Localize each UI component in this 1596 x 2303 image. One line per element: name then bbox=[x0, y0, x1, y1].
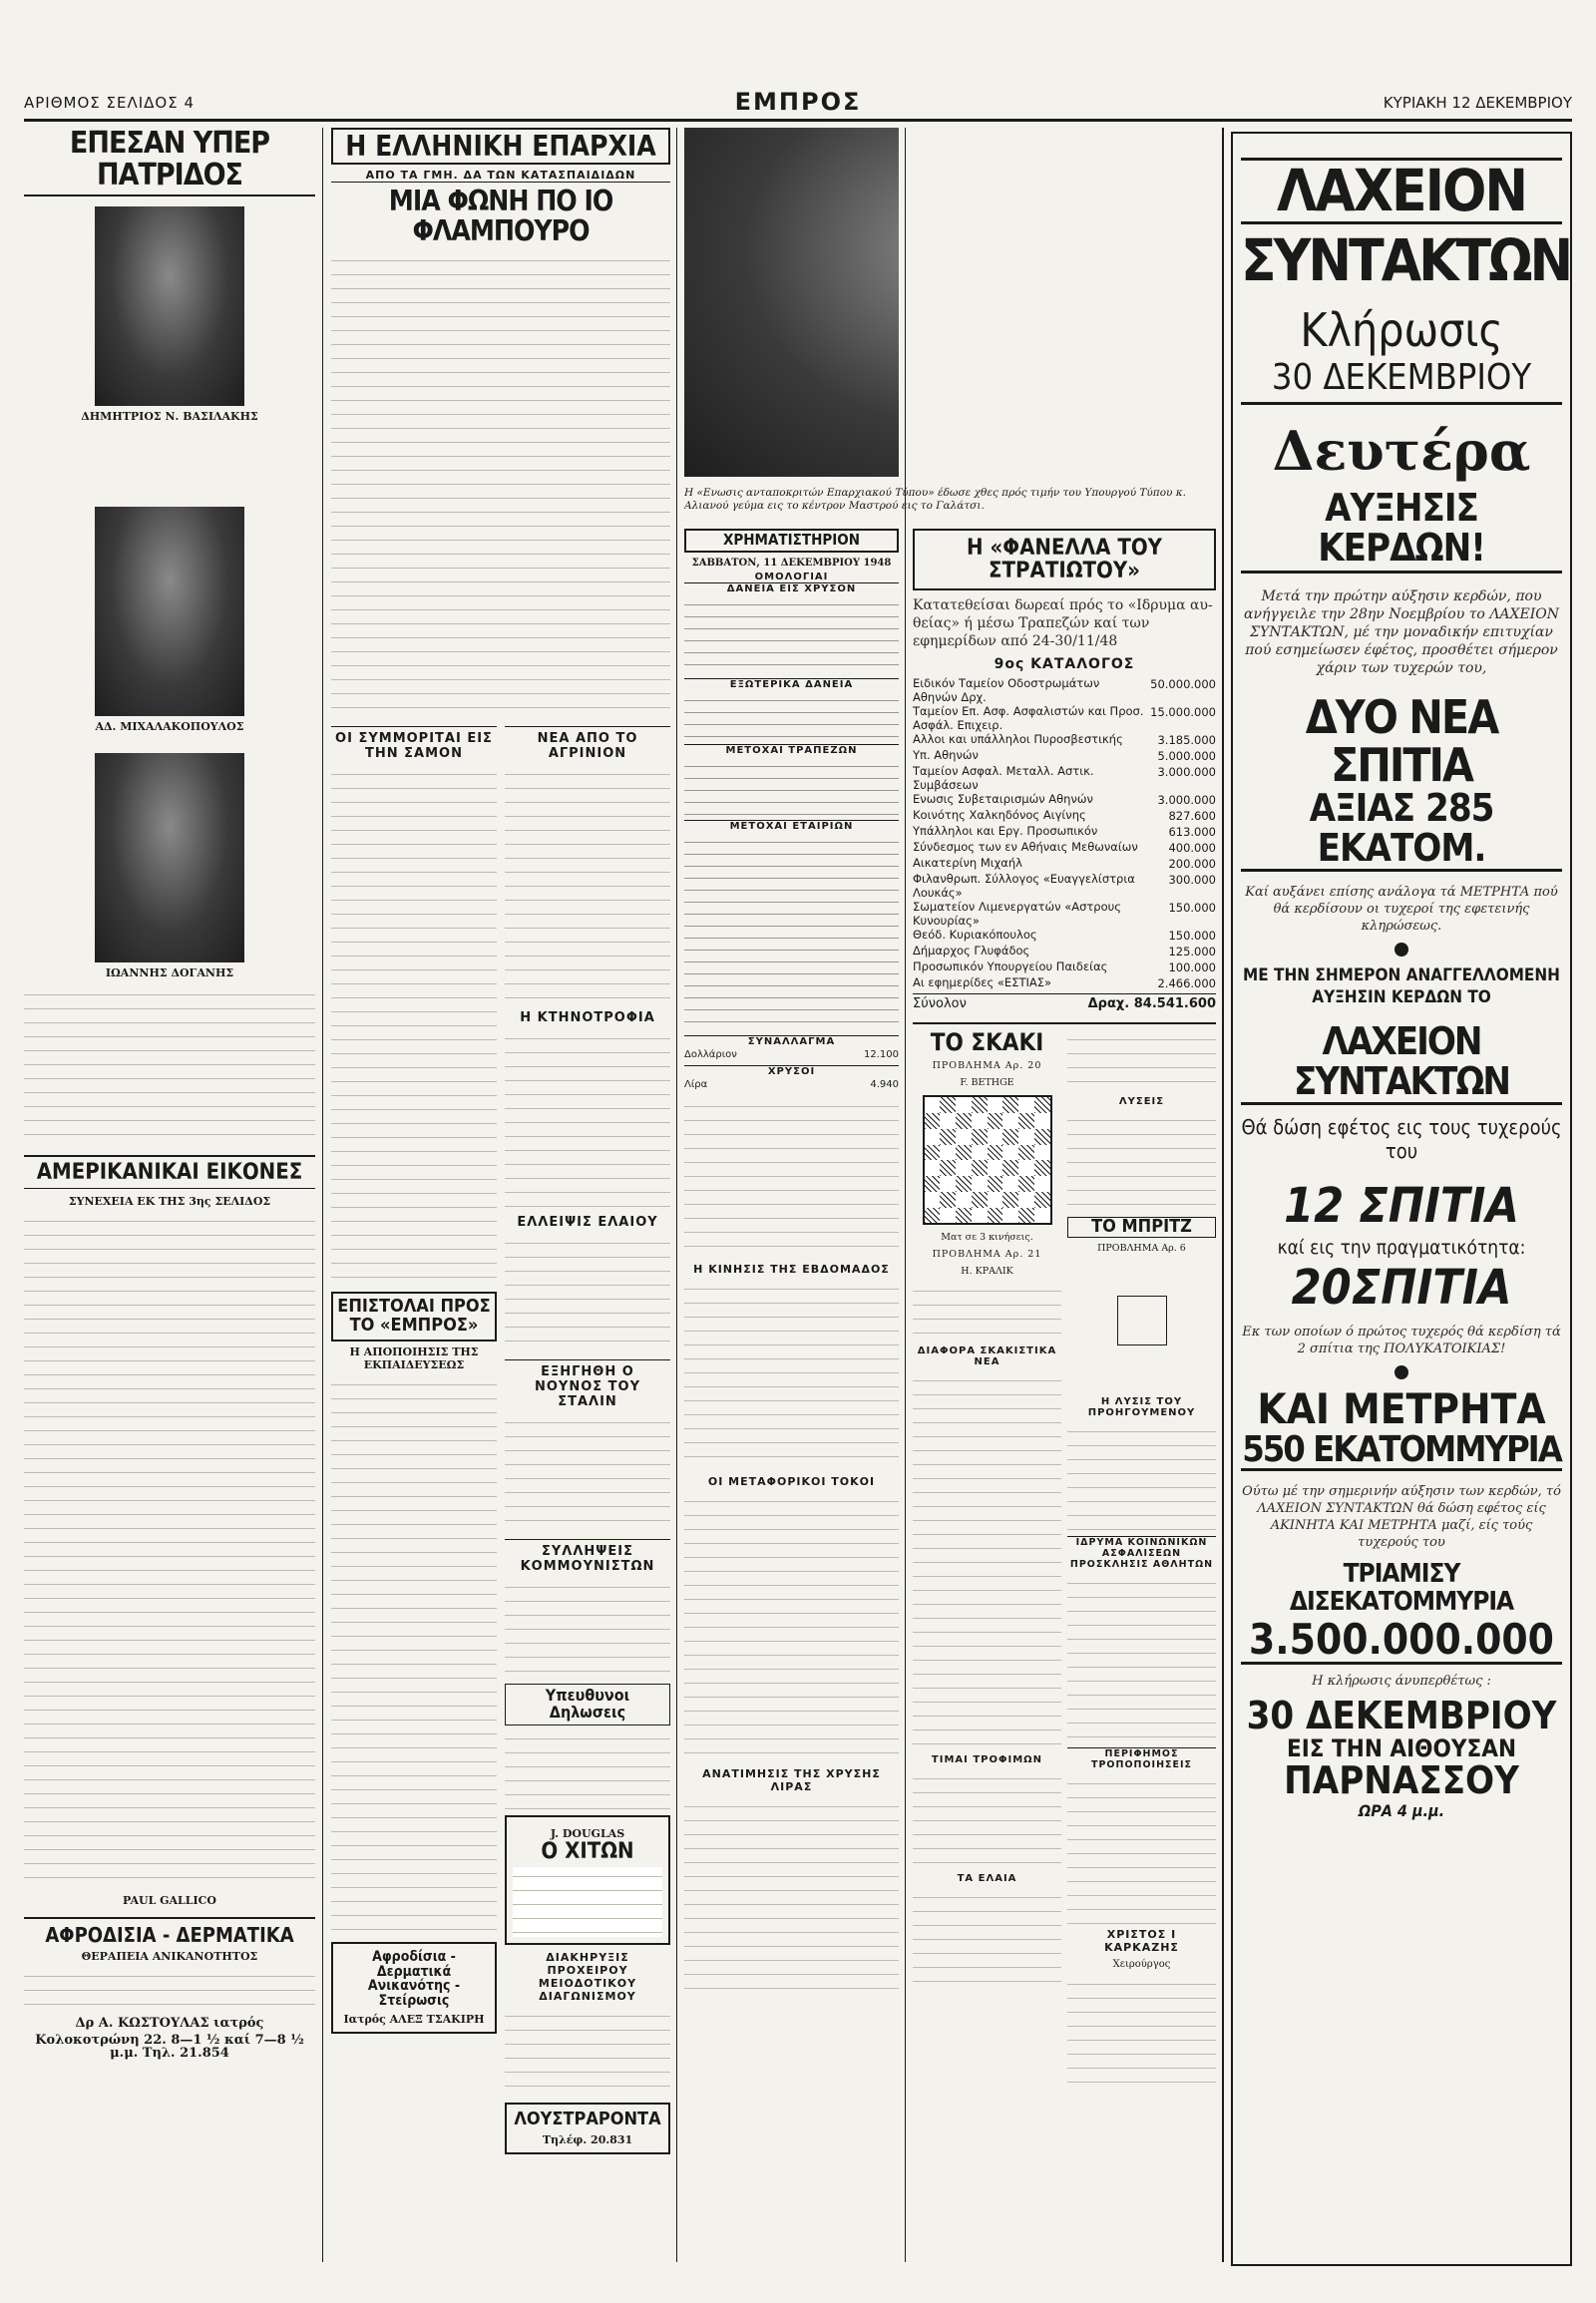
chess-square bbox=[925, 1176, 941, 1192]
market-date: ΣΑΒΒΑΤΟΝ, 11 ΔΕΚΕΜΒΡΙΟΥ 1948 bbox=[691, 557, 892, 569]
chess-square bbox=[956, 1097, 972, 1113]
twelve-houses: 12 ΣΠΙΤΙΑ bbox=[1284, 1177, 1519, 1234]
chess-square bbox=[1034, 1129, 1050, 1145]
portrait-photo bbox=[95, 507, 244, 716]
chess-square bbox=[972, 1192, 988, 1208]
chess-square bbox=[1018, 1208, 1034, 1224]
byline: PAUL GALLICO bbox=[122, 1894, 217, 1908]
donor-name: Κοινότης Χαλκηδόνος Αιγίνης bbox=[913, 808, 1086, 823]
chess-square bbox=[925, 1097, 941, 1113]
chess-square bbox=[988, 1176, 1003, 1192]
chess-square bbox=[1034, 1208, 1050, 1224]
donor-amount: 100.000 bbox=[1168, 960, 1216, 975]
food-prices-headline: ΤΙΜΑΙ ΤΡΟΦΙΜΩΝ bbox=[931, 1754, 1043, 1766]
will-give-text: Θά δώση εφέτος εις τους τυχερούς του bbox=[1241, 1114, 1562, 1163]
masthead bbox=[24, 88, 1572, 122]
chess-square bbox=[972, 1208, 988, 1224]
chess-mate: Ματ σε 3 κινήσεις. bbox=[941, 1232, 1033, 1244]
donor-row bbox=[913, 960, 1216, 975]
letter-title: Η ΑΠΟΠΟΙΗΣΙΣ ΤΗΣ ΕΚΠΑΙΔΕΥΣΕΩΣ bbox=[349, 1344, 479, 1371]
donor-row bbox=[913, 764, 1216, 792]
chess-problem: ΠΡΟΒΛΗΜΑ Αρ. 21 bbox=[932, 1249, 1042, 1261]
chess-square bbox=[956, 1145, 972, 1161]
story-headline: ΕΛΛΕΙΨΙΣ ΕΛΑΙΟΥ bbox=[517, 1215, 658, 1231]
column-divider bbox=[322, 128, 323, 2262]
chess-square bbox=[956, 1129, 972, 1145]
donor-row bbox=[913, 704, 1216, 732]
donor-amount: 3.000.000 bbox=[1157, 793, 1216, 808]
story-headline: ΣΥΛΛΗΨΕΙΣ ΚΟΜΜΟΥΝΙΣΤΩΝ bbox=[505, 1539, 670, 1574]
chess-square bbox=[1034, 1113, 1050, 1129]
in-reality-text: καί εις την πραγματικότητα: bbox=[1277, 1237, 1526, 1260]
continued-note: ΣΥΝΕΧΕΙΑ ΕΚ ΤΗΣ 3ης ΣΕΛΙΔΟΣ bbox=[68, 1195, 271, 1209]
story-headline: ΝΕΑ ΑΠΟ ΤΟ ΑΓΡΙΝΙΟΝ bbox=[505, 726, 670, 761]
chess-square bbox=[988, 1097, 1003, 1113]
donor-row bbox=[913, 928, 1216, 944]
chess-square bbox=[1034, 1176, 1050, 1192]
donor-name: Αικατερίνη Μιχαήλ bbox=[913, 856, 1022, 871]
article-text bbox=[24, 1212, 315, 1890]
photo-caption: ΔΗΜΗΤΡΙΟΣ Ν. ΒΑΣΙΛΑΚΗΣ bbox=[81, 410, 258, 423]
article-text bbox=[684, 1797, 899, 1997]
ad-doctor: Ιατρός ΑΛΕΞ ΤΣΑΚΙΡΗ bbox=[343, 2012, 485, 2026]
story-headline: ΟΙ ΣΥΜΜΟΡΙΤΑΙ ΕΙΣ ΤΗΝ ΣΑΜΟΝ bbox=[331, 726, 497, 761]
section-headline: ΑΜΕΡΙΚΑΝΙΚΑΙ ΕΙΚΟΝΕΣ bbox=[24, 1155, 315, 1189]
donor-amount: 150.000 bbox=[1168, 929, 1216, 944]
chess-square bbox=[1002, 1145, 1018, 1161]
foreign-loans-header: ΕΞΩΤΕΡΙΚΑ ΔΑΝΕΙΑ bbox=[684, 678, 899, 690]
photo-caption: Η «Ενωσις ανταποκριτών Επαρχιακού Τύπου» έδωσε χθες πρός τιμήν του Υπουργού Τύπου κ. Αλιανού γεύμα εις το κέντρον Μαστρού εις το Γαλάτσι. bbox=[684, 487, 1186, 512]
final-draw-date: 30 ΔΕΚΕΜΒΡΙΟΥ bbox=[1246, 1694, 1557, 1738]
article-text bbox=[684, 1097, 899, 1257]
donor-amount: 2.466.000 bbox=[1157, 976, 1216, 991]
article-text bbox=[913, 1888, 1061, 1988]
donor-row bbox=[913, 975, 1216, 991]
donor-amount: 5.000.000 bbox=[1157, 749, 1216, 764]
invite-header: ΠΡΟΣΚΛΗΣΙΣ ΑΘΛΗΤΩΝ bbox=[1069, 1559, 1214, 1571]
increase-text: Μετά την πρώτην αύξησιν κερδών, που ανήγγειλε την 28ην Νοεμβρίου το ΛΑΧΕΙΟΝ ΣΥΝΤΑΚΤΩΝ, μέ την μοναδικήν επιτυχίαν πού εσημείωσεν έφέτος, προσθέτει σήμερον χάριν των τυχερών του, bbox=[1244, 587, 1559, 676]
column-charity bbox=[913, 529, 1216, 2274]
total-amount: Δραχ. 84.541.600 bbox=[1087, 996, 1216, 1012]
company-shares-header: ΜΕΤΟΧΑΙ ΕΤΑΙΡΙΩΝ bbox=[684, 820, 899, 832]
donor-row bbox=[913, 872, 1216, 900]
column-divider bbox=[1222, 128, 1224, 2262]
chess-square bbox=[925, 1160, 941, 1176]
exchange-header: ΣΥΝΑΛΛΑΓΜΑ bbox=[684, 1035, 899, 1047]
article-text bbox=[1067, 1975, 1216, 2095]
gold-loans-header: ΔΑΝΕΙΑ ΕΙΣ ΧΡΥΣΟΝ bbox=[684, 582, 899, 594]
chess-square bbox=[925, 1208, 941, 1224]
draw-time: ΩΡΑ 4 μ.μ. bbox=[1358, 1801, 1445, 1821]
draw-notice: Η κλήρωσις άνυπερθέτως : bbox=[1312, 1674, 1491, 1690]
chess-square bbox=[1034, 1145, 1050, 1161]
donor-row bbox=[913, 792, 1216, 808]
donor-name: Ενωσις Συβεταιρισμών Αθηνών bbox=[913, 792, 1093, 807]
donor-row bbox=[913, 748, 1216, 764]
chess-square bbox=[972, 1129, 988, 1145]
donor-row bbox=[913, 824, 1216, 840]
article-text bbox=[684, 1492, 899, 1761]
ad-author: J. DOUGLAS bbox=[550, 1826, 625, 1840]
chess-square bbox=[956, 1208, 972, 1224]
donor-name: Σωματείον Λιμενεργατών «Αστρους Κυνουρίας» bbox=[913, 900, 1122, 929]
chess-square bbox=[940, 1208, 956, 1224]
chess-square bbox=[1002, 1176, 1018, 1192]
chess-square bbox=[1034, 1160, 1050, 1176]
chess-square bbox=[940, 1113, 956, 1129]
photo-caption: ΑΔ. ΜΙΧΑΛΑΚΟΠΟΥΛΟΣ bbox=[95, 720, 244, 733]
doctor-name: Δρ Α. ΚΩΣΤΟΥΛΑΣ ιατρός bbox=[75, 2016, 264, 2032]
chess-square bbox=[1034, 1097, 1050, 1113]
chess-square bbox=[1002, 1208, 1018, 1224]
donor-name: Ταμείον Ασφαλ. Μεταλλ. Αστικ. Συμβάσεων bbox=[913, 764, 1094, 793]
chess-square bbox=[1018, 1097, 1034, 1113]
chess-board bbox=[923, 1095, 1052, 1225]
chess-author: Η. ΚΡΑΛΙΚ bbox=[961, 1266, 1013, 1278]
chess-square bbox=[972, 1113, 988, 1129]
chess-square bbox=[988, 1192, 1003, 1208]
donor-amount: 400.000 bbox=[1168, 841, 1216, 856]
lottery-ad bbox=[1231, 132, 1572, 2266]
page-number: ΑΡΙΘΜΟΣ ΣΕΛΙΔΟΣ 4 bbox=[24, 94, 196, 112]
chess-square bbox=[988, 1145, 1003, 1161]
donor-name: Αλλοι και υπάλληλοι Πυροσβεστικής bbox=[913, 732, 1123, 747]
final-text: Ούτω μέ την σημερινήν αύξησιν των κερδών, τό ΛΑΧΕΙΟΝ ΣΥΝΤΑΚΤΩΝ θά δώση εφέτος είς ΑΚΙΝΗΤΑ ΚΑΙ ΜΕΤΡΗΤΑ μαζί, είς τούς τυχερούς του bbox=[1242, 1484, 1561, 1551]
donor-row bbox=[913, 944, 1216, 960]
chess-square bbox=[1018, 1113, 1034, 1129]
ad-text bbox=[513, 1867, 662, 1937]
column-divider bbox=[905, 128, 906, 2262]
chess-square bbox=[1002, 1192, 1018, 1208]
chess-square bbox=[972, 1145, 988, 1161]
draw-day: Δευτέρα bbox=[1272, 418, 1531, 483]
article-text bbox=[505, 1234, 670, 1353]
chess-square bbox=[1018, 1145, 1034, 1161]
donor-name: Υπ. Αθηνών bbox=[913, 748, 979, 763]
bridge-header: ΤΟ ΜΠΡΙΤΖ bbox=[1067, 1217, 1216, 1238]
chess-square bbox=[988, 1208, 1003, 1224]
article-text bbox=[913, 1371, 1061, 1750]
bridge-problem: ΠΡΟΒΛΗΜΑ Αρ. 6 bbox=[1097, 1243, 1186, 1255]
solutions-header: ΛΥΣΕΙΣ bbox=[1118, 1096, 1165, 1108]
donor-row bbox=[913, 808, 1216, 824]
section-subheader: ΑΠΟ ΤΑ ΓΜΗ. ΔΑ ΤΩΝ ΚΑΤΑΣΠΑΙΔΙΔΩΝ bbox=[331, 169, 670, 183]
value-text: Καί αυξάνει επίσης ανάλογα τά ΜΕΤΡΗΤΑ πού θά κερδίσουν οι τυχεροί της εφετεινής κληρώσεως. bbox=[1245, 884, 1558, 934]
ad-book-title: Ο ΧΙΤΩΝ bbox=[541, 1838, 634, 1864]
notice-header: Υπευθυνοι Δηλωσεις bbox=[505, 1684, 670, 1726]
chess-square bbox=[1018, 1192, 1034, 1208]
article-text bbox=[1067, 1111, 1216, 1211]
tender-headline: ΔΙΑΚΗΡΥΞΙΣ ΠΡΟΧΕΙΡΟΥ ΜΕΙΟΔΟΤΙΚΟΥ ΔΙΑΓΩΝΙΣΜΟΥ bbox=[538, 1950, 637, 2003]
article-text bbox=[1067, 1030, 1216, 1090]
chess-square bbox=[925, 1192, 941, 1208]
chess-square bbox=[956, 1192, 972, 1208]
story-headline: ΕΞΗΓΗΘΗ Ο ΝΟΥΝΟΣ ΤΟΥ ΣΤΑΛΙΝ bbox=[505, 1359, 670, 1409]
story-headline: Η ΚΤΗΝΟΤΡΟΦΙΑ bbox=[520, 1010, 655, 1026]
section-header: Η ΕΛΛΗΝΙΚΗ ΕΠΑΡΧΙΑ bbox=[331, 128, 670, 165]
chess-square bbox=[1018, 1176, 1034, 1192]
chess-square bbox=[1002, 1129, 1018, 1145]
draw-label: Κλήρωσις bbox=[1300, 302, 1503, 357]
donor-row bbox=[913, 840, 1216, 856]
article-text bbox=[1067, 1774, 1216, 1924]
donor-row bbox=[913, 856, 1216, 872]
chess-square bbox=[956, 1176, 972, 1192]
chess-square bbox=[925, 1145, 941, 1161]
chess-square bbox=[1018, 1129, 1034, 1145]
chess-square bbox=[1002, 1160, 1018, 1176]
column-market-body bbox=[684, 529, 899, 2274]
ad-phone: Τηλέφ. 20.831 bbox=[542, 2132, 633, 2146]
main-headline: ΜΙΑ ΦΩΝΗ ΠΟ ΙΟ ΦΛΑΜΠΟΥΡΟ bbox=[388, 185, 613, 247]
twenty-houses-text: Εκ των οποίων ό πρώτος τυχερός θά κερδίση τά 2 σπίτια της ΠΟΛΥΚΑΤΟΙΚΙΑΣ! bbox=[1242, 1324, 1561, 1356]
port-headline: Η ΚΙΝΗΣΙΣ ΤΗΣ ΕΒΔΟΜΑΔΟΣ bbox=[693, 1262, 890, 1276]
donor-amount: 150.000 bbox=[1168, 901, 1216, 916]
donor-total-row bbox=[913, 993, 1216, 1012]
total-words: ΤΡΙΑΜΙΣΥ ΔΙΣΕΚΑΤΟΜΜΥΡΙΑ bbox=[1289, 1559, 1514, 1617]
donor-amount: 50.000.000 bbox=[1150, 677, 1216, 692]
cash-headline: ΚΑΙ ΜΕΤΡΗΤΑ bbox=[1257, 1383, 1546, 1433]
donor-amount: 3.185.000 bbox=[1157, 733, 1216, 748]
portrait-photo bbox=[95, 753, 244, 962]
loan-table bbox=[684, 692, 899, 742]
donor-name: Φιλανθρωπ. Σύλλογος «Ευαγγελίστρια Λουκάς» bbox=[913, 872, 1135, 901]
twenty-houses: 20ΣΠΙΤΙΑ bbox=[1291, 1260, 1512, 1317]
chess-square bbox=[956, 1113, 972, 1129]
charity-intro: Κατατεθείσαι δωρεαί πρός το «Ιδρυμα αυ θείας» ή μέσω Τραπεζών καί των εφημερίδων από 24-30/11/48 bbox=[913, 597, 1213, 650]
bullet-icon bbox=[1395, 943, 1408, 957]
value-headline: ΑΞΙΑΣ 285 ΕΚΑΤΟΜ. bbox=[1241, 789, 1562, 872]
donor-amount: 300.000 bbox=[1168, 873, 1216, 888]
article-text bbox=[24, 427, 315, 467]
column-provinces bbox=[331, 128, 670, 2272]
total-label: Σύνολον bbox=[913, 996, 967, 1012]
fallen-heroes-headline: ΕΠΕΣΑΝ ΥΠΕΡ ΠΑΤΡΙΔΟΣ bbox=[24, 128, 315, 196]
doctor-ad-name: ΧΡΙΣΤΟΣ Ι ΚΑΡΚΑΖΗΣ bbox=[1104, 1928, 1179, 1955]
transport-headline: ΟΙ ΜΕΤΑΦΟΡΙΚΟΙ ΤΟΚΟΙ bbox=[707, 1474, 876, 1488]
charity-headline: Η «ΦΑΝΕΛΛΑ ΤΟΥ ΣΤΡΑΤΙΩΤΟΥ» bbox=[913, 529, 1216, 590]
doctor-ad-title: Χειρούργος bbox=[1112, 1959, 1171, 1971]
ad-title: ΑΦΡΟΔΙΣΙΑ - ΔΕΡΜΑΤΙΚΑ bbox=[24, 1917, 315, 1946]
insurance-header: ΙΔΡΥΜΑ ΚΟΙΝΩΝΙΚΩΝ ΑΣΦΑΛΙΣΕΩΝ bbox=[1067, 1536, 1216, 1559]
analysis-headline: ΑΝΑΤΙΜΗΣΙΣ ΤΗΣ ΧΡΥΣΗΣ ΛΙΡΑΣ bbox=[702, 1766, 881, 1793]
letters-header: ΕΠΙΣΤΟΛΑΙ ΠΡΟΣ ΤΟ «ΕΜΠΡΟΣ» bbox=[331, 1292, 497, 1342]
donor-amount: 200.000 bbox=[1168, 857, 1216, 872]
article-text bbox=[505, 1029, 670, 1209]
donor-amount: 613.000 bbox=[1168, 825, 1216, 840]
article-text bbox=[505, 1413, 670, 1533]
venue-label: ΕΙΣ ΤΗΝ ΑΙΘΟΥΣΑΝ bbox=[1286, 1733, 1517, 1762]
ad-title: ΛΟΥΣΤΡΑΡΟΝΤΑ bbox=[514, 2108, 661, 2129]
total-number: 3.500.000.000 bbox=[1241, 1618, 1562, 1665]
donor-name: Σύνδεσμος των εν Αθήναις Μεθωναίων bbox=[913, 840, 1138, 855]
oil-headline: ΤΑ ΕΛΑΙΑ bbox=[957, 1873, 1017, 1885]
lottery-title-line2: ΣΥΝΤΑΚΤΩΝ bbox=[1241, 225, 1571, 294]
portrait-photo bbox=[95, 206, 244, 406]
article-text bbox=[505, 2007, 670, 2097]
article-text bbox=[331, 765, 497, 1284]
donor-row bbox=[913, 732, 1216, 748]
two-houses-headline: ΔΥΟ ΝΕΑ ΣΠΙΤΙΑ bbox=[1305, 689, 1498, 792]
lottery-title-line1: ΛΑΧΕΙΟΝ bbox=[1241, 158, 1562, 224]
chess-square bbox=[940, 1129, 956, 1145]
gold-price: 4.940 bbox=[870, 1078, 899, 1090]
chess-square bbox=[940, 1160, 956, 1176]
announce-text: ΜΕ ΤΗΝ ΣΗΜΕΡΟΝ ΑΝΑΓΓΕΛΛΟΜΕΝΗ ΑΥΞΗΣΙΝ ΚΕΡΔΩΝ ΤΟ bbox=[1243, 964, 1560, 1007]
catalog-title: 9ος ΚΑΤΑΛΟΓΟΣ bbox=[994, 656, 1135, 673]
chess-square bbox=[940, 1097, 956, 1113]
article-text bbox=[684, 1280, 899, 1469]
article-text bbox=[331, 1375, 497, 1934]
newspaper-title: ΕΜΠΡΟΣ bbox=[734, 88, 862, 116]
donor-amount: 3.000.000 bbox=[1157, 765, 1216, 780]
company-table bbox=[684, 834, 899, 1033]
reform-header: ΠΕΡΙΦΗΜΟΣ ΤΡΟΠΟΠΟΙΗΣΕΙΣ bbox=[1067, 1747, 1216, 1770]
chess-news-headline: ΔΙΑΦΟΡΑ ΣΚΑΚΙΣΤΙΚΑ ΝΕΑ bbox=[917, 1345, 1057, 1368]
chess-square bbox=[972, 1097, 988, 1113]
donor-list bbox=[913, 676, 1216, 991]
lottery-name: ΛΑΧΕΙΟΝ ΣΥΝΤΑΚΤΩΝ bbox=[1241, 1022, 1562, 1105]
bank-table bbox=[684, 758, 899, 818]
bullet-icon bbox=[1395, 1365, 1408, 1379]
issue-date: ΚΥΡΙΑΚΗ 12 ΔΕΚΕΜΒΡΙΟΥ bbox=[1383, 94, 1572, 112]
gold-header: ΧΡΥΣΟΙ bbox=[684, 1065, 899, 1077]
chess-author: F. BETHGE bbox=[960, 1077, 1014, 1089]
column-left bbox=[24, 128, 315, 2272]
exchange-rate: 12.100 bbox=[864, 1048, 899, 1060]
photo-caption: ΙΩΑΝΝΗΣ ΔΟΓΑΝΗΣ bbox=[105, 966, 234, 979]
article-text bbox=[505, 765, 670, 1004]
column-divider bbox=[676, 128, 677, 2262]
article-text bbox=[1067, 1422, 1216, 1532]
donor-name: Προσωπικόν Υπουργείου Παιδείας bbox=[913, 960, 1108, 974]
article-text bbox=[913, 1282, 1061, 1342]
donor-name: Υπάλληλοι και Εργ. Προσωπικόν bbox=[913, 824, 1098, 839]
banquet-photo bbox=[684, 128, 899, 477]
article-text bbox=[1067, 1574, 1216, 1743]
chess-square bbox=[988, 1160, 1003, 1176]
chess-square bbox=[940, 1176, 956, 1192]
exchange-row: Δολλάριον 12.100 bbox=[684, 1047, 899, 1063]
chess-square bbox=[925, 1129, 941, 1145]
market-header: ΧΡΗΜΑΤΙΣΤΗΡΙΟΝ bbox=[684, 529, 899, 553]
donor-row bbox=[913, 676, 1216, 704]
chess-square bbox=[988, 1129, 1003, 1145]
chess-header: ΤΟ ΣΚΑΚΙ bbox=[930, 1028, 1044, 1057]
chess-square bbox=[925, 1113, 941, 1129]
chess-square bbox=[972, 1160, 988, 1176]
chess-square bbox=[956, 1160, 972, 1176]
chess-square bbox=[972, 1176, 988, 1192]
donor-amount: 15.000.000 bbox=[1150, 705, 1216, 720]
doctor-hours: Κολοκοτρώνη 22. 8—1 ½ καί 7—8 ½ μ.μ. Τηλ. 21.854 bbox=[35, 2033, 304, 2062]
article-text bbox=[505, 1729, 670, 1809]
banquet-caption-area bbox=[684, 483, 1221, 523]
gold-row: Λίρα 4.940 bbox=[684, 1077, 899, 1093]
bank-shares-header: ΜΕΤΟΧΑΙ ΤΡΑΠΕΖΩΝ bbox=[684, 744, 899, 756]
article-text bbox=[913, 1769, 1061, 1869]
donor-amount: 125.000 bbox=[1168, 945, 1216, 960]
increase-headline: ΑΥΞΗΣΙΣ ΚΕΡΔΩΝ! bbox=[1241, 489, 1562, 574]
chess-square bbox=[1034, 1192, 1050, 1208]
venue-name: ΠΑΡΝΑΣΣΟΥ bbox=[1284, 1758, 1519, 1803]
donor-name: Αι εφημερίδες «ΕΣΤΙΑΣ» bbox=[913, 975, 1052, 990]
ad-subtitle: ΘΕΡΑΠΕΙΑ ΑΝΙΚΑΝΟΤΗΤΟΣ bbox=[81, 1950, 258, 1964]
donor-name: Ειδικόν Ταμείον Οδοστρωμάτων Αθηνών Δρχ. bbox=[913, 676, 1100, 705]
previous-solution-header: Η ΛΥΣΙΣ ΤΟΥ ΠΡΟΗΓΟΥΜΕΝΟΥ bbox=[1087, 1396, 1196, 1419]
chess-square bbox=[1018, 1160, 1034, 1176]
bonds-header: ΟΜΟΛΟΓΙΑΙ bbox=[754, 571, 829, 582]
donor-name: Θεόδ. Κυριακόπουλος bbox=[913, 928, 1037, 943]
article-text bbox=[331, 251, 670, 720]
donor-name: Ταμείον Επ. Ασφ. Ασφαλιστών και Προσ. Ασφάλ. Επιχειρ. bbox=[913, 704, 1144, 733]
chess-square bbox=[940, 1192, 956, 1208]
chess-square bbox=[988, 1113, 1003, 1129]
draw-date: 30 ΔΕΚΕΜΒΡΙΟΥ bbox=[1241, 357, 1562, 405]
bridge-diagram bbox=[1082, 1261, 1202, 1390]
donor-amount: 827.600 bbox=[1168, 809, 1216, 824]
article-text bbox=[505, 1578, 670, 1678]
ad-title: Αφροδίσια - Δερματικά Ανικανότης - Στείρωσις bbox=[367, 1948, 461, 2010]
donor-name: Δήμαρχος Γλυφάδος bbox=[913, 944, 1030, 959]
chess-problem: ΠΡΟΒΛΗΜΑ Αρ. 20 bbox=[932, 1060, 1042, 1072]
chess-square bbox=[1002, 1113, 1018, 1129]
millions-headline: 550 ΕΚΑΤΟΜΜΥΡΙΑ bbox=[1242, 1428, 1561, 1470]
bond-table bbox=[684, 596, 899, 676]
article-text bbox=[24, 985, 315, 1145]
chess-square bbox=[940, 1145, 956, 1161]
donor-row bbox=[913, 900, 1216, 928]
ad-text bbox=[24, 1967, 315, 2007]
chess-square bbox=[1002, 1097, 1018, 1113]
